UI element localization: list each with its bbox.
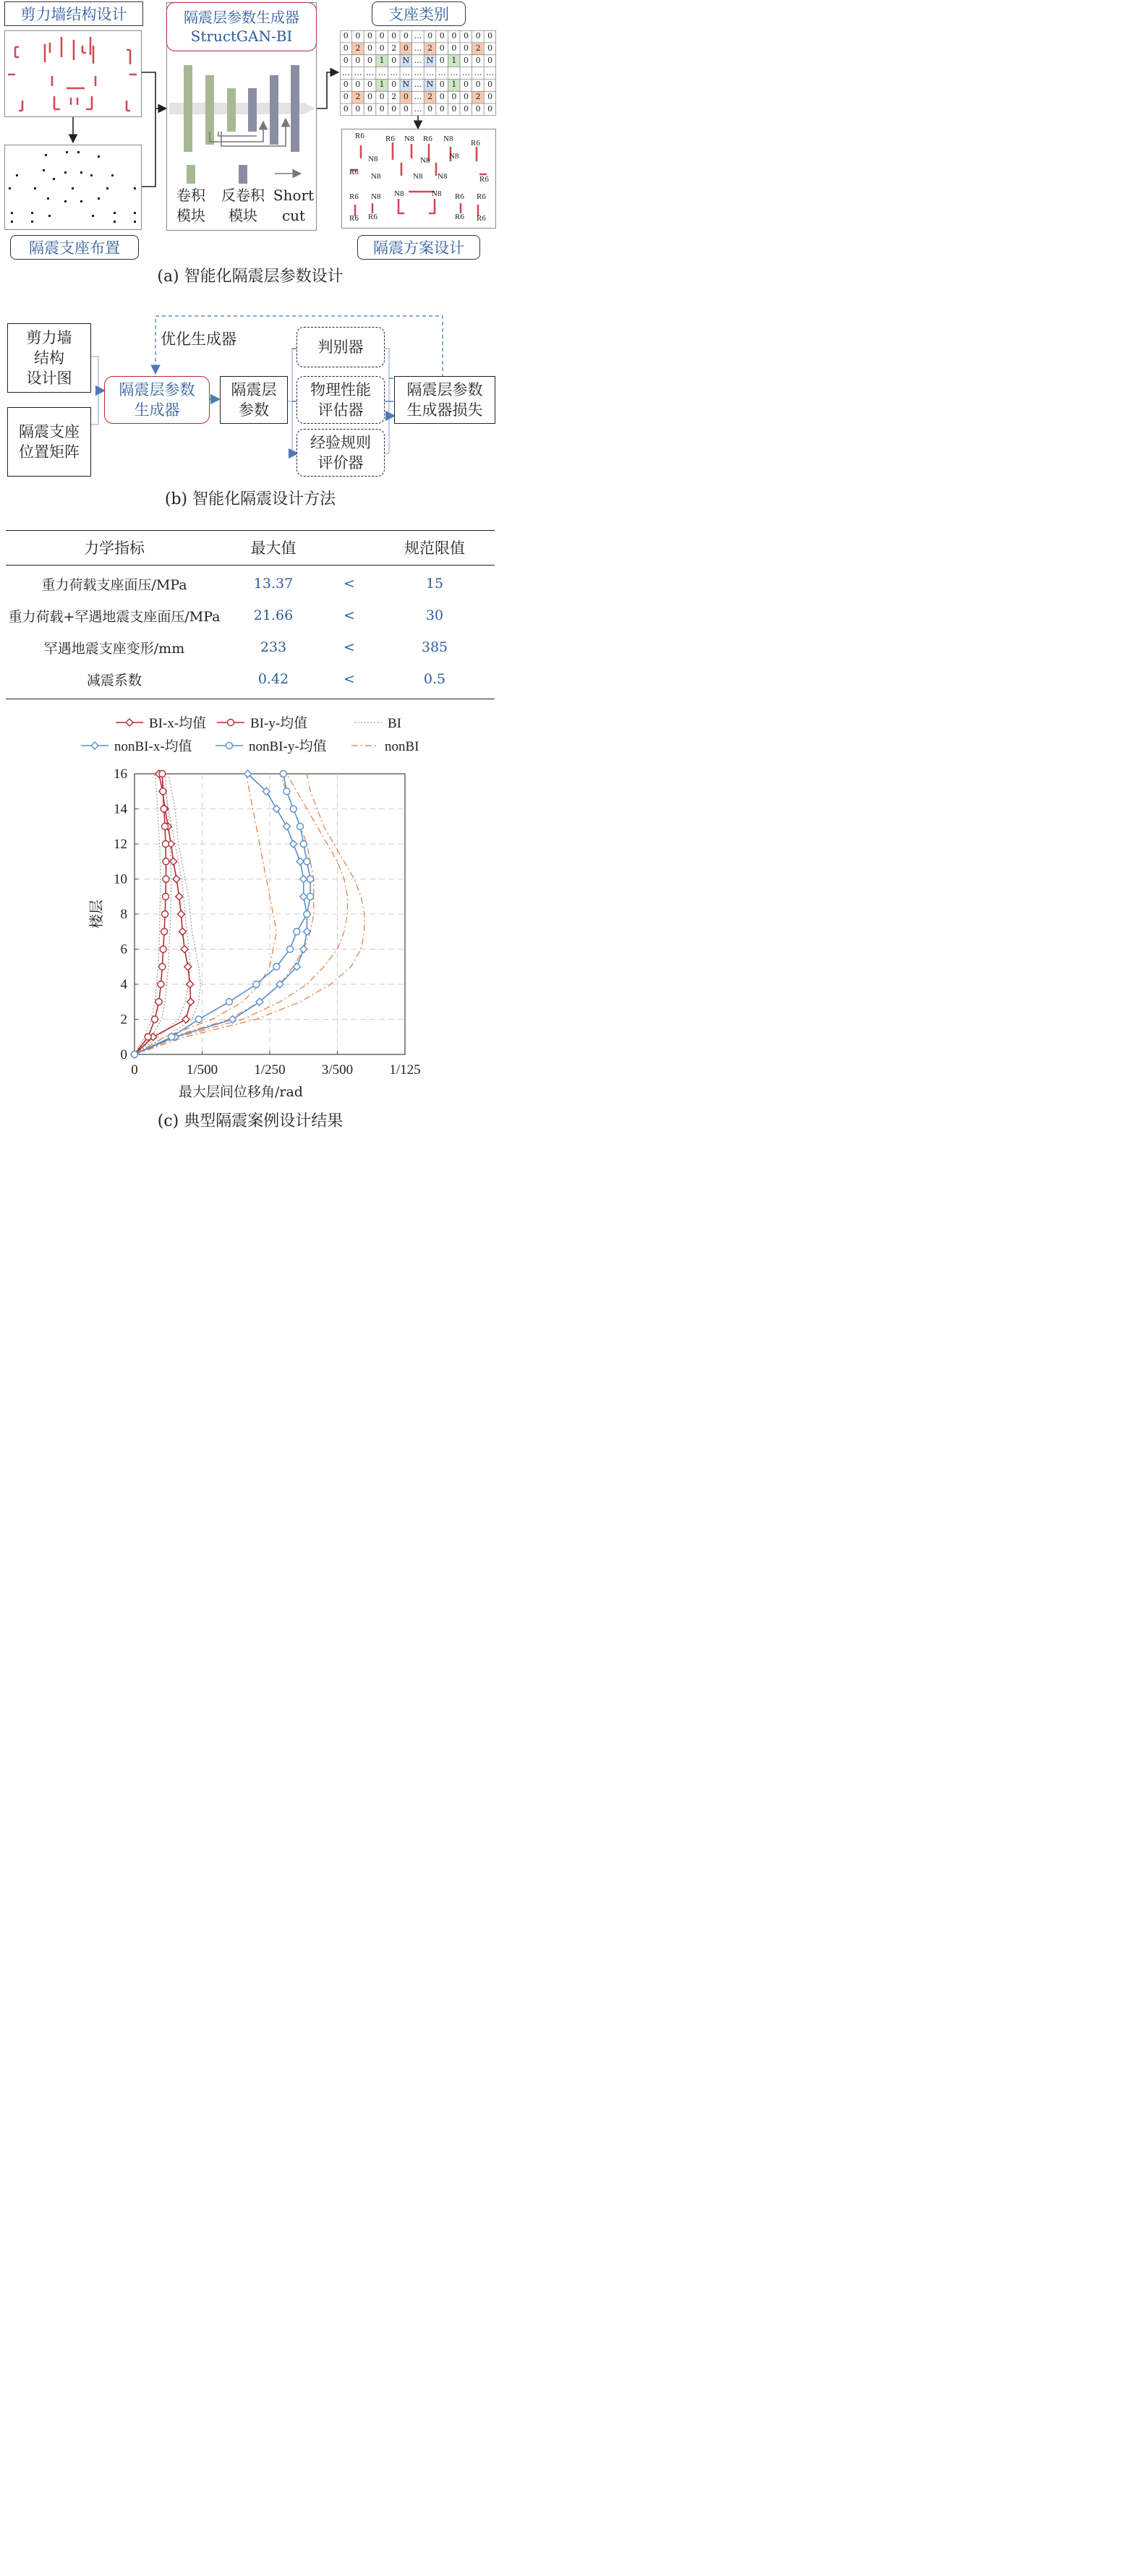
scheme-label: R6 [368, 213, 377, 221]
data-point [181, 946, 188, 953]
data-point [307, 893, 314, 900]
data-point [283, 823, 290, 830]
matrix-cell: N [402, 55, 410, 65]
data-point [290, 840, 297, 848]
generator-box: 隔震层参数 生成器 [104, 376, 210, 424]
matrix-cell: … [414, 43, 422, 53]
header-limit: 规范限值 [404, 539, 465, 557]
data-point [152, 1016, 158, 1023]
caption-b: (b) 智能化隔震设计方法 [164, 490, 336, 508]
matrix-cell: … [414, 92, 422, 102]
matrix-cell: 0 [451, 31, 457, 40]
scheme-label: N8 [404, 135, 414, 143]
matrix-cell: 0 [391, 80, 397, 90]
matrix-cell: 0 [343, 31, 349, 40]
matrix-cell: 0 [379, 92, 385, 102]
data-point [163, 858, 169, 865]
data-point [300, 841, 307, 848]
support-layout-title: 隔震支座布置 [10, 235, 139, 260]
scheme-label: N8 [394, 189, 404, 198]
scheme-label: R6 [349, 168, 359, 176]
matrix-cell: … [461, 67, 470, 77]
scheme-label: N8 [443, 135, 453, 143]
legend-conv: 卷积 模块 [176, 187, 205, 224]
matrix-cell: … [414, 31, 422, 40]
data-point [161, 806, 167, 812]
data-point [159, 963, 166, 970]
scheme-label: R6 [479, 175, 489, 184]
matrix-cell: 0 [439, 55, 445, 65]
matrix-cell: … [426, 67, 435, 77]
legend-shortcut: Short cut [273, 187, 315, 224]
caption-a: (a) 智能化隔震层参数设计 [157, 268, 344, 286]
y-tick-label: 10 [114, 871, 127, 887]
matrix-cell: 2 [475, 43, 481, 53]
matrix-cell: 0 [463, 43, 469, 53]
legend-label: BI-y-均值 [250, 716, 308, 731]
row-max: 0.42 [257, 671, 289, 687]
row-op: < [344, 671, 355, 687]
matrix-cell: N [402, 80, 410, 90]
matrix-cell: 0 [343, 43, 349, 53]
matrix-cell: … [486, 67, 495, 77]
matrix-cell: … [341, 67, 350, 77]
data-point [307, 876, 314, 882]
table-mid-rule [6, 565, 495, 566]
matrix-cell: … [390, 67, 398, 77]
legend-deconv: 反卷积 模块 [221, 187, 265, 224]
y-tick-label: 2 [120, 1012, 127, 1028]
row-name: 减震系数 [86, 672, 142, 688]
matrix-cell: 0 [403, 43, 409, 53]
generator-title-box [166, 2, 317, 51]
matrix-cell: 0 [487, 104, 493, 114]
shear-wall-title: 剪力墙结构设计 [4, 1, 143, 26]
data-point [159, 771, 166, 777]
matrix-cell: 1 [379, 55, 385, 65]
x-tick-label: 1/125 [389, 1062, 421, 1078]
data-point [280, 771, 286, 777]
matrix-cell: 2 [475, 92, 481, 102]
row-limit: 0.5 [423, 671, 446, 687]
matrix-cell: 0 [367, 92, 373, 102]
matrix-cell: 0 [355, 104, 361, 114]
scheme-label: R6 [455, 213, 464, 221]
data-point [253, 981, 260, 988]
legend-marker [91, 742, 98, 749]
support-type-title: 支座类别 [372, 1, 466, 26]
matrix-cell: 2 [427, 92, 433, 102]
row-max: 233 [260, 639, 287, 655]
data-point [163, 876, 169, 882]
row-op: < [344, 576, 355, 592]
matrix-cell: … [414, 104, 422, 114]
matrix-cell: N [426, 80, 434, 90]
matrix-cell: … [414, 67, 422, 77]
generator-loss-box: 隔震层参数 生成器损失 [394, 376, 495, 424]
x-tick-label: 1/250 [254, 1062, 286, 1078]
y-tick-label: 14 [114, 801, 127, 817]
x-tick-label: 3/500 [321, 1062, 354, 1078]
matrix-cell: 0 [343, 92, 349, 102]
data-point [195, 1016, 202, 1023]
matrix-cell: 0 [379, 104, 385, 114]
matrix-cell: N [426, 55, 434, 65]
matrix-cell: 0 [463, 31, 469, 40]
matrix-cell: … [414, 55, 422, 65]
matrix-cell: … [377, 67, 386, 77]
matrix-cell: 0 [367, 31, 373, 40]
legend-label: nonBI-x-均值 [114, 739, 192, 754]
table-row [6, 568, 495, 600]
scheme-label: N8 [420, 156, 430, 165]
matrix-cell: 0 [487, 55, 493, 65]
y-tick-label: 12 [114, 837, 127, 852]
header-max: 最大值 [250, 539, 297, 557]
matrix-cell: 0 [451, 43, 457, 53]
data-point [160, 788, 166, 795]
scheme-label: R6 [349, 192, 359, 201]
matrix-cell: 2 [427, 43, 433, 53]
shear-wall-input: 剪力墙 结构 设计图 [7, 323, 91, 393]
data-point [297, 858, 304, 865]
matrix-cell: 2 [355, 43, 361, 53]
matrix-cell: 2 [355, 92, 361, 102]
matrix-cell: 1 [451, 80, 457, 90]
mechanics-table [6, 532, 495, 695]
matrix-cell: 0 [439, 92, 445, 102]
matrix-cell: 0 [367, 104, 373, 114]
matrix-cell: 0 [367, 80, 373, 90]
scheme-label: R6 [477, 192, 486, 201]
drift-chart [0, 705, 500, 1106]
data-point [132, 1052, 138, 1058]
matrix-cell: 0 [439, 31, 445, 40]
data-point [145, 1033, 151, 1040]
y-tick-label: 8 [120, 907, 127, 922]
matrix-cell: 0 [439, 43, 445, 53]
matrix-cell: 0 [391, 31, 397, 40]
table-row [6, 663, 495, 695]
data-point [162, 823, 168, 829]
row-max: 13.37 [253, 576, 294, 592]
scheme-label: N8 [371, 192, 381, 201]
scheme-label: N8 [438, 172, 448, 181]
row-max: 21.66 [253, 607, 294, 623]
matrix-cell: 0 [343, 80, 349, 90]
legend-marker [126, 719, 133, 726]
matrix-cell: 1 [379, 80, 385, 90]
row-limit: 15 [425, 576, 444, 592]
matrix-cell: … [401, 67, 410, 77]
x-axis-label: 最大层间位移角/rad [179, 1084, 303, 1100]
data-point [176, 893, 183, 900]
isolation-scheme [341, 129, 496, 229]
scheme-label: R6 [355, 132, 364, 140]
table-row [6, 631, 495, 663]
matrix-cell: 0 [487, 31, 493, 40]
matrix-cell: 0 [403, 92, 409, 102]
matrix-cell: 0 [463, 55, 469, 65]
matrix-cell: 0 [451, 104, 457, 114]
scheme-label: R6 [385, 135, 395, 143]
row-limit: 385 [421, 639, 448, 655]
y-tick-label: 6 [120, 942, 127, 958]
caption-c: (c) 典型隔震案例设计结果 [157, 1112, 344, 1130]
table-row [6, 600, 495, 631]
support-type-matrix [340, 30, 496, 116]
data-point [297, 823, 304, 829]
rules-evaluator-box: 经验规则 评价器 [297, 429, 385, 477]
matrix-cell: 0 [427, 31, 433, 40]
generator-subtitle: StructGAN-BI [190, 27, 293, 45]
scheme-label: R6 [471, 139, 480, 148]
matrix-cell: 1 [451, 55, 457, 65]
matrix-cell: 0 [367, 43, 373, 53]
scheme-label: N8 [371, 172, 381, 181]
row-name: 重力荷载+罕遇地震支座面压/MPa [8, 608, 221, 625]
scheme-label: N8 [413, 172, 423, 181]
legend-label: nonBI [385, 739, 419, 754]
data-point [173, 876, 180, 883]
matrix-cell: … [366, 67, 375, 77]
matrix-cell: … [438, 67, 446, 77]
data-point [273, 963, 280, 970]
data-point [300, 876, 307, 883]
data-point [187, 981, 194, 988]
data-point [179, 928, 186, 935]
matrix-values [340, 30, 496, 116]
data-point [294, 929, 300, 935]
matrix-cell: … [414, 80, 422, 90]
data-point [287, 946, 294, 952]
data-point [160, 946, 166, 952]
row-name: 重力荷载支座面压/MPa [41, 576, 187, 593]
matrix-cell: 0 [487, 43, 493, 53]
legend-label: nonBI-y-均值 [249, 739, 327, 754]
matrix-cell: 0 [355, 31, 361, 40]
matrix-cell: 0 [475, 31, 481, 40]
data-point [300, 893, 307, 900]
matrix-cell: 0 [391, 55, 397, 65]
support-matrix-input: 隔震支座 位置矩阵 [7, 407, 91, 477]
matrix-cell: 0 [475, 55, 481, 65]
header-index: 力学指标 [84, 539, 145, 557]
data-point [163, 841, 169, 848]
data-point [162, 911, 168, 918]
matrix-cell: 0 [439, 80, 445, 90]
matrix-cell: 0 [487, 92, 493, 102]
physics-evaluator-box: 物理性能 评估器 [297, 376, 385, 424]
matrix-cell: 0 [475, 104, 481, 114]
data-point [158, 981, 164, 988]
matrix-cell: 0 [475, 80, 481, 90]
scheme-label: R6 [455, 192, 464, 201]
matrix-cell: 0 [403, 31, 409, 40]
isolation-scheme-drawing [342, 129, 495, 227]
generator-title: 隔震层参数生成器 [184, 9, 299, 26]
matrix-cell: 0 [355, 55, 361, 65]
matrix-cell: 0 [403, 104, 409, 114]
matrix-cell: 0 [391, 104, 397, 114]
matrix-cell: 2 [391, 92, 397, 102]
matrix-cell: 2 [391, 43, 397, 53]
matrix-cell: 0 [379, 31, 385, 40]
data-point [304, 911, 310, 918]
data-point [187, 998, 195, 1005]
data-point [273, 806, 280, 813]
table-top-rule [6, 530, 495, 531]
data-point [168, 1033, 175, 1040]
legend-marker [226, 743, 233, 749]
x-tick-label: 1/500 [186, 1062, 218, 1078]
table-header-row [6, 532, 495, 563]
data-point [163, 893, 169, 900]
matrix-cell: 0 [379, 43, 385, 53]
data-point [304, 858, 310, 865]
matrix-cell: 0 [367, 55, 373, 65]
y-tick-label: 0 [120, 1047, 127, 1062]
matrix-cell: … [474, 67, 482, 77]
data-point [155, 999, 162, 1005]
matrix-cell: … [354, 67, 362, 77]
row-limit: 30 [425, 607, 444, 623]
matrix-cell: 0 [463, 104, 469, 114]
data-point [300, 946, 307, 953]
legend-marker [228, 720, 234, 726]
row-op: < [344, 607, 355, 623]
matrix-cell: 0 [463, 92, 469, 102]
matrix-cell: 0 [343, 104, 349, 114]
scheme-label: R6 [477, 214, 486, 223]
matrix-cell: 0 [355, 80, 361, 90]
discriminator-box: 判别器 [297, 327, 385, 367]
scheme-label: N8 [449, 152, 459, 161]
scheme-label: R6 [349, 214, 359, 223]
matrix-cell: 0 [487, 80, 493, 90]
scheme-label: N8 [432, 189, 442, 198]
y-tick-label: 4 [120, 977, 127, 992]
matrix-cell: 0 [427, 104, 433, 114]
legend-label: BI-x-均值 [149, 716, 207, 731]
scheme-title: 隔震方案设计 [357, 235, 480, 260]
isolation-params-box: 隔震层 参数 [220, 376, 288, 424]
row-name: 罕遇地震支座变形/mm [43, 640, 185, 657]
matrix-cell: … [450, 67, 458, 77]
x-tick-label: 0 [131, 1062, 138, 1078]
legend-label: BI [388, 716, 401, 731]
data-point [178, 910, 185, 918]
data-point [283, 788, 290, 795]
matrix-cell: 0 [439, 104, 445, 114]
optimize-generator-label: 优化生成器 [161, 330, 236, 348]
matrix-cell: 0 [451, 92, 457, 102]
header-op [324, 532, 375, 563]
scheme-label: N8 [368, 155, 378, 163]
data-point [226, 999, 232, 1005]
data-point [161, 929, 168, 935]
data-point [290, 806, 297, 812]
row-op: < [344, 639, 355, 655]
y-tick-label: 16 [114, 767, 127, 782]
matrix-cell: 0 [463, 80, 469, 90]
y-axis-label: 楼层 [88, 900, 105, 929]
scheme-label: R6 [423, 135, 432, 143]
matrix-cell: 0 [343, 55, 349, 65]
